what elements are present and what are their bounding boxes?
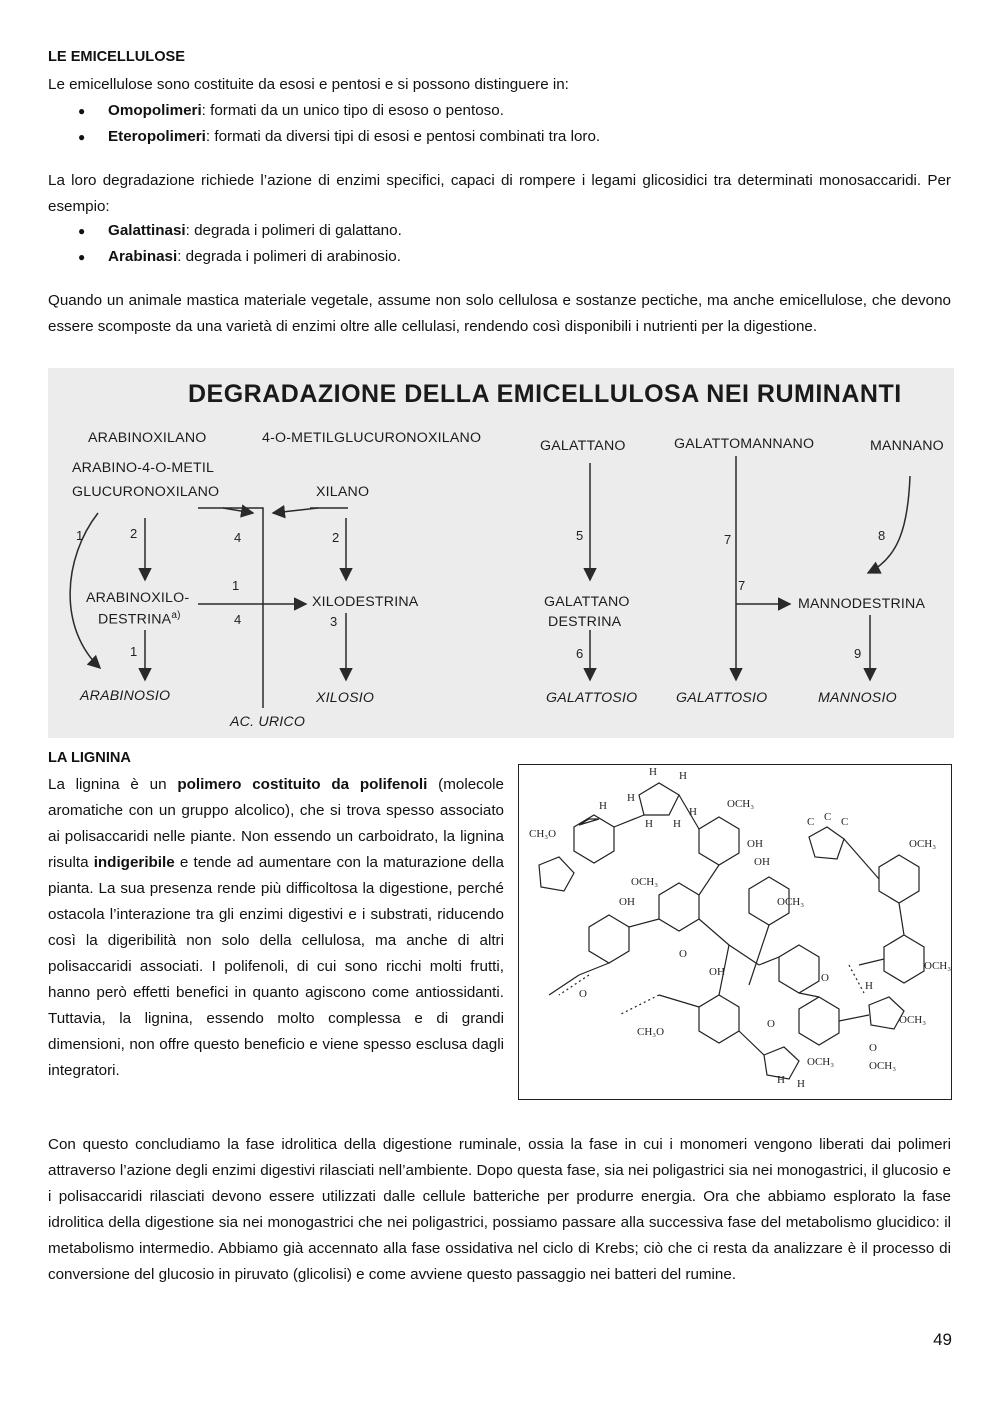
label-arabinoxilano: ARABINOXILANO [88,430,207,446]
atom-label: OCH₃ [909,838,937,850]
step-number: 2 [332,530,340,545]
atom-label: OCH₃ [631,876,659,888]
aromatic-ring [879,855,919,903]
hemicellulose-degradation-figure [48,368,954,738]
atom-label: OH [709,966,725,978]
label-mannosio: MANNOSIO [818,690,897,706]
step-number: 1 [76,528,84,543]
atom-label: O [679,948,687,960]
step-number: 5 [576,528,584,543]
enzyme-list [78,218,402,270]
label-arabinoxilo: ARABINOXILO- [86,590,190,606]
step-number: 6 [576,646,584,661]
list-item: ● Omopolimeri: formati da un unico tipo di esoso o pentoso. [78,98,600,124]
atom-label: OCH₃ [899,1014,927,1026]
atom-label: O [821,972,829,984]
label-metilglucuronoxilano: 4-O-METILGLUCURONOXILANO [262,430,482,446]
lignin-structure-figure [518,764,952,1100]
atom-label: H [865,980,873,992]
atom-label: OCH₃ [807,1056,835,1068]
step-number: 8 [878,528,886,543]
atom-label: OCH₃ [727,798,755,810]
atom-label: C [807,816,815,828]
list-item: ● Galattinasi: degrada i polimeri di galattano. [78,218,402,244]
step-number: 4 [234,530,242,545]
label-glucuronoxilano: GLUCURONOXILANO [72,484,220,500]
aromatic-ring [574,815,614,863]
atom-label: OH [747,838,763,850]
step-number: 7 [724,532,732,547]
lignina-paragraph: La lignina è un polimero costituito da polifenoli (molecole aromatiche con un gruppo alcolico), che si trova spesso associato ai polisaccaridi nelle piante. Non essendo un carboidrato, la lignina risulta indigeribile e tende ad aumentare con la maturazione della pianta. La sua presenza rende più difficoltosa la digestione, perché ostacola l’interazione tra gli enzimi digestivi e i substrati, riducendo così la digeribilità non solo della cellulosa, ma anche di altri polisaccaridi associati. I polifenoli, di cui sono ricchi molti frutti, hanno però effetti benefici in quanto agiscono come antiossidanti. Tuttavia, la lignina, essendo molto complessa e di grandi dimensioni, non offre questo beneficio e viene spesso esclusa dagli integratori. [48,776,505,1079]
intro-paragraph: Le emicellulose sono costituite da esosi e pentosi e si possono distinguere in: [48,76,569,93]
label-arabino-metil: ARABINO-4-O-METIL [72,460,215,476]
atom-label: OH [619,896,635,908]
enzyme-paragraph: La loro degradazione richiede l’azione di enzimi specifici, capaci di rompere i legami glicosidici tra determinati monosaccaridi. Per esempio: [48,172,951,215]
atom-label: OCH₃ [869,1060,897,1072]
label-galattano-destrina-1: GALATTANO [544,594,630,610]
lignin-structure-drawing [519,765,951,1099]
figure-title: DEGRADAZIONE DELLA EMICELLULOSA NEI RUMINANTI [188,380,902,408]
step-number: 4 [234,612,242,627]
label-arabinosio: ARABINOSIO [80,688,171,704]
label-ac-urico: AC. URICO [230,714,306,730]
step-number: 1 [130,644,138,659]
label-xilodestrina: XILODESTRINA [312,594,419,610]
atom-label: OCH₃ [924,960,951,972]
aromatic-ring [699,995,739,1043]
section-heading-lignina: LA LIGNINA [48,750,131,766]
aromatic-ring [699,817,739,865]
aromatic-ring [659,883,699,931]
furan-ring [539,857,574,891]
atom-label: OH [754,856,770,868]
atom-label: H [797,1078,805,1090]
label-galattomannano: GALATTOMANNANO [674,436,815,452]
atom-label: O [579,988,587,1000]
atom-label: CH₃O [637,1026,665,1038]
closing-paragraph: Con questo concludiamo la fase idrolitica della digestione ruminale, ossia la fase in cui i monomeri vengono liberati dai polimeri attraverso l’azione degli enzimi digestivi rilasciati nell’ambiente. Dopo questa fase, sia nei poligastrici sia nei monogastrici, il glucosio e i polisaccaridi rilasciati devono essere utilizzati dalle cellule batteriche per produrre energia. Ora che abbiamo esplorato la fase idrolitica della digestione sia nei monogastrici che nei poligastrici, possiamo passare alla successiva fase del metabolismo glucidico: il metabolismo intermedio. Abbiamo già accennato alla fase ossidativa nel ciclo di Krebs; ciò che ci resta da analizzare è il processo di conversione del glucosio in piruvato (glicolisi) e come avviene questo passaggio nei batteri del rumine. [48,1136,951,1283]
label-galattano: GALATTANO [540,438,626,454]
label-galattosio-1: GALATTOSIO [546,690,638,706]
atom-label: O [767,1018,775,1030]
atom-label: CH₃O [529,828,557,840]
aromatic-ring [799,997,839,1045]
step-number: 3 [330,614,338,629]
atom-label: C [841,816,849,828]
step-number: 1 [232,578,240,593]
atom-label: O [869,1042,877,1054]
polymer-type-list [78,98,600,150]
list-item: ● Eteropolimeri: formati da diversi tipi di esosi e pentosi combinati tra loro. [78,124,600,150]
furan-ring [639,783,679,815]
aromatic-ring [884,935,924,983]
label-mannano: MANNANO [870,438,944,454]
label-galattosio-2: GALATTOSIO [676,690,768,706]
label-galattano-destrina-2: DESTRINA [548,614,622,630]
atom-label: C [824,811,832,823]
atom-label: H [599,800,607,812]
step-number: 7 [738,578,746,593]
atom-label: H [777,1074,785,1086]
atom-label: H [689,806,697,818]
mastication-paragraph: Quando un animale mastica materiale vegetale, assume non solo cellulosa e sostanze pectiche, ma anche emicellulose, che devono essere scomposte da una varietà di enzimi oltre alle cellulasi, rendendo così disponibili i nutrienti per la digestione. [48,292,951,335]
atom-label: H [645,818,653,830]
label-mannodestrina: MANNODESTRINA [798,596,926,612]
atom-label: H [679,770,687,782]
aromatic-ring [589,915,629,963]
section-heading-emicellulose: LE EMICELLULOSE [48,49,186,65]
page-number: 49 [933,1330,952,1349]
label-xilano: XILANO [316,484,370,500]
figure-arrows [48,368,954,738]
step-number: 9 [854,646,862,661]
atom-label: H [649,766,657,778]
label-xilosio: XILOSIO [316,690,375,706]
atom-label: OCH₃ [777,896,805,908]
step-number: 2 [130,526,138,541]
atom-label: H [673,818,681,830]
label-arabinoxilo-destrina: DESTRINA$^{a)}$ [98,610,181,628]
list-item: ● Arabinasi: degrada i polimeri di arabinosio. [78,244,402,270]
aromatic-ring [779,945,819,993]
arrow-step-8 [868,476,910,573]
furan-ring [809,827,844,859]
arrow-step-4a [198,508,263,708]
atom-label: H [627,792,635,804]
